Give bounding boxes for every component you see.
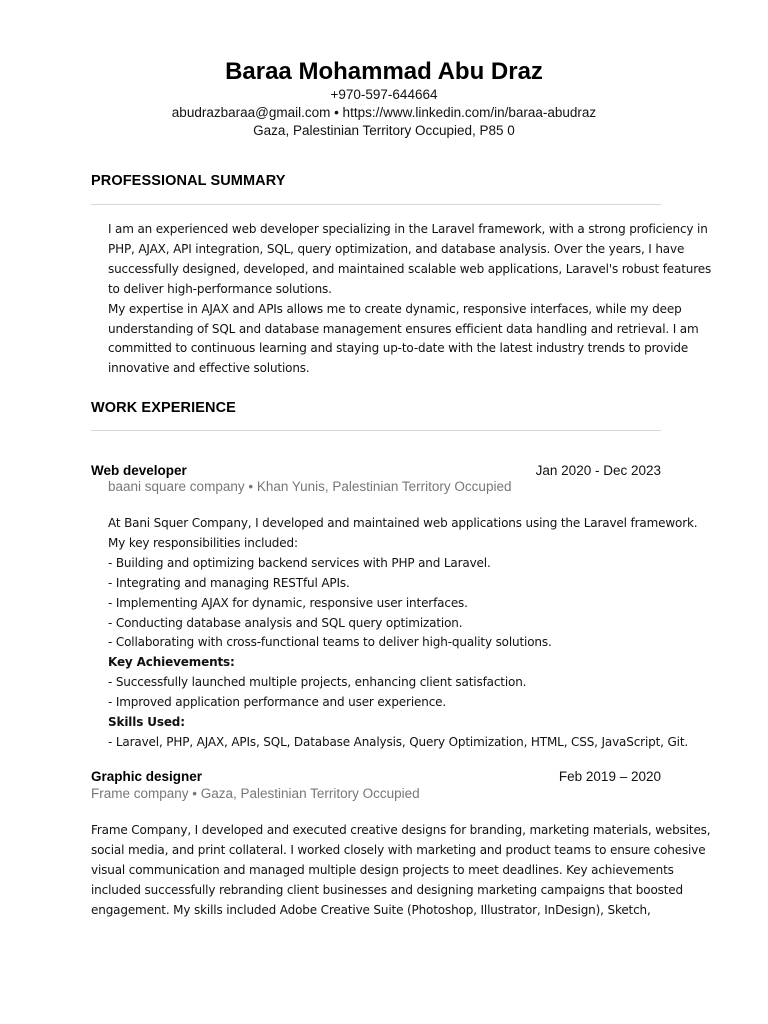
phone-number: +970-597-644664 [330,87,438,102]
job-line: - Improved application performance and user experience. [108,695,447,710]
key-achievements-label: Key Achievements: [108,655,235,670]
job-company: baani square company • Khan Yunis, Palestinian Territory Occupied [108,479,512,494]
job-line: - Implementing AJAX for dynamic, responsive user interfaces. [108,595,468,610]
summary-line: I am an experienced web developer specializing in the Laravel framework, with a strong proficiency in [108,222,708,236]
resume-header [0,58,768,140]
summary-line: PHP, AJAX, API integration, SQL, query optimization, and database analysis. Over the years, I have [108,241,685,256]
summary-heading: PROFESSIONAL SUMMARY [91,173,286,189]
job-line: - Laravel, PHP, AJAX, APIs, SQL, Database Analysis, Query Optimization, HTML, CSS, JavaScript, Git. [108,734,689,749]
job-date: Jan 2020 - Dec 2023 [535,463,661,478]
job-title: Graphic designer [91,769,203,784]
job-date: Feb 2019 – 2020 [558,769,661,784]
summary-line: committed to continuous learning and staying up-to-date with the latest industry trends to provide [108,341,689,356]
job-line: included successfully rebranding client businesses and designing marketing campaigns that boosted [91,882,683,897]
job-line: - Conducting database analysis and SQL query optimization. [108,615,463,630]
job-line: - Building and optimizing backend services with PHP and Laravel. [108,555,491,570]
job-company: Frame company • Gaza, Palestinian Territory Occupied [91,786,420,801]
summary-line: understanding of SQL and database management ensures efficient data handling and retrieval. I am [108,321,699,336]
summary-line: to deliver high-performance solutions. [108,281,332,296]
skills-used-label: Skills Used: [108,715,185,730]
job-line: My key responsibilities included: [108,535,298,550]
job-line: - Successfully launched multiple projects, enhancing client satisfaction. [108,675,527,690]
work-heading: WORK EXPERIENCE [91,400,236,416]
job-line: engagement. My skills included Adobe Creative Suite (Photoshop, Illustrator, InDesign), Sketch, [91,902,651,917]
job-line: At Bani Squer Company, I developed and maintained web applications using the Laravel framework. [108,516,698,530]
candidate-name: Baraa Mohammad Abu Draz [225,58,543,85]
job-line: - Integrating and managing RESTful APIs. [108,575,350,590]
job-line: social media, and print collateral. I worked closely with marketing and product teams to ensure cohesive [91,842,706,857]
summary-line: innovative and effective solutions. [108,361,310,376]
work-divider [91,430,661,431]
job-line: visual communication and managed multiple design projects to meet deadlines. Key achievements [91,862,674,877]
address-line: Gaza, Palestinian Territory Occupied, P85 0 [253,123,515,138]
summary-divider [91,204,661,205]
job-description [108,514,697,753]
summary-line: My expertise in AJAX and APIs allows me to create dynamic, responsive interfaces, while my deep [108,301,682,316]
job-title: Web developer [91,463,187,478]
summary-text [108,220,711,379]
job-line: - Collaborating with cross-functional teams to deliver high-quality solutions. [108,635,552,650]
summary-line: successfully designed, developed, and maintained scalable web applications, Laravel's robust features [108,261,712,276]
job-line: Frame Company, I developed and executed creative designs for branding, marketing materials, websites, [91,823,711,837]
contact-line: abudrazbaraa@gmail.com • https://www.linkedin.com/in/baraa-abudraz [171,105,597,120]
job-description [91,821,710,921]
